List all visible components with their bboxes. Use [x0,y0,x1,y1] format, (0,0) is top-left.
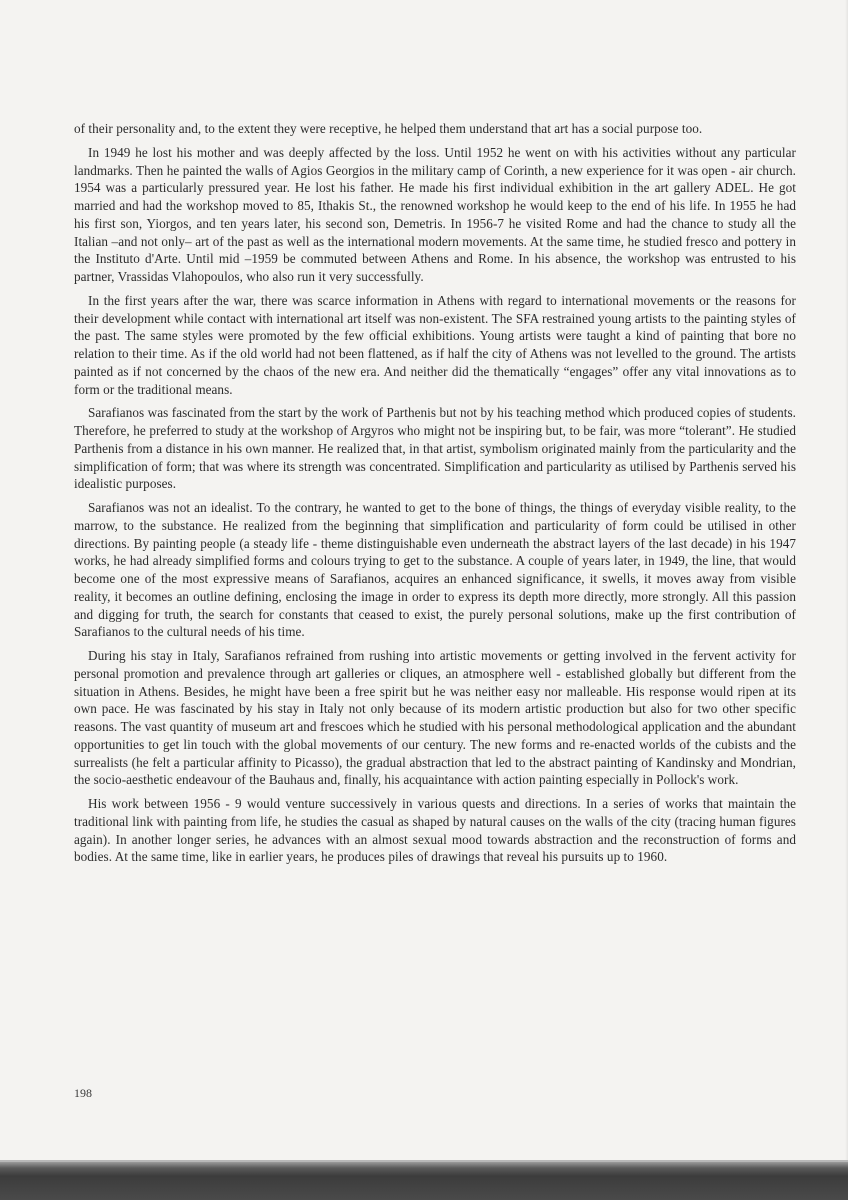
paragraph-continuation: of their personality and, to the extent they were receptive, he helped them understand that art has a social purpose too. [74,121,703,136]
paragraph-work-1956-9: His work between 1956 - 9 would venture successively in various quests and directions. In a series of works that maintain the traditional link with painting from life, he studies the casual as shaped by natural causes on the walls of the city (tracing human figures again). In another longer series, he advances with an almost sexual mood towards abstraction and the reconstruction of forms and bodies. At the same time, like in earlier years, he produces piles of drawings that reveal his pursuits up to 1960. [74,796,796,865]
paragraph-not-idealist: Sarafianos was not an idealist. To the contrary, he wanted to get to the bone of things, the things of everyday visible reality, to the marrow, to the substance. He realized from the beginning that simplification and particularity of form could be utilised in other directions. By painting people (a steady life - theme distinguishable even underneath the abstract layers of the last decade) in his 1947 works, he had already simplified forms and colours trying to get to the substance. A couple of years later, in 1949, the line, that would become one of the most expressive means of Sarafianos, acquires an enhanced significance, it swells, it moves away from visible reality, it becomes an outline defining, enclosing the image in order to express its depth more directly, more strongly. All this passion and digging for truth, the search for constants that ceased to exist, the purely personal solutions, make up the first contribution of Sarafianos to the cultural needs of his time. [74,500,796,640]
paragraph-1949-biography: In 1949 he lost his mother and was deeply affected by the loss. Until 1952 he went on with his activities without any particular landmarks. Then he painted the walls of Agios Georgios in the military camp of Corinth, a new experience for it was open - air church. 1954 was a particularly pressured year. He lost his father. He made his first individual exhibition in the art gallery ADEL. He got married and had the workshop moved to 85, Ithakis St., the renowned workshop he would keep to the end of his life. In 1955 he had his first son, Yiorgos, and ten years later, his second son, Demetris. In 1956-7 he visited Rome and had the chance to study all the Italian –and not only– art of the past as well as the international modern movements. At the same time, he studied fresco and pottery in the Instituto d'Arte. Until mid –1959 be commuted between Athens and Rome. In his absence, the workshop was entrusted to his partner, Vrassidas Vlahopoulos, who also run it very successfully. [74,144,796,284]
scan-bottom-shadow [0,1162,848,1200]
paragraph-parthenis: Sarafianos was fascinated from the start by the work of Parthenis but not by his teaching method which produced copies of students. Therefore, he preferred to study at the workshop of Argyros who might not be inspiring but, to be fair, was more “tolerant”. He studied Parthenis from a distance in his own manner. He realized that, in that artist, symbolism originated mainly from the particularity and the simplification of form; that was where its strength was concentrated. Simplification and particularity as utilised by Parthenis served his idealistic purposes. [74,405,796,492]
paragraph-italy-stay: During his stay in Italy, Sarafianos refrained from rushing into artistic movements or getting involved in the fervent activity for personal promotion and prevalence through art galleries or cliques, an atmosphere well - established globally but different from the situation in Athens. Besides, he might have been a free spirit but he was neither easy nor malleable. His response would ripen at its own pace. He was fascinated by his stay in Italy not only because of its modern artistic production but also for two other specific reasons. The vast quantity of museum art and frescoes which he studied with his personal methodological application and the abundant opportunities to get lin touch with the global movements of our century. The new forms and re-enacted worlds of the cubists and the surrealists (he felt a particular affinity to Picasso), the gradual abstraction that led to the abstract painting of Kandinsky and Mondrian, the socio-aesthetic endeavour of the Bauhaus and, finally, his acquaintance with action painting especially in Pollock's work. [74,648,796,788]
page-number: 198 [74,1086,92,1100]
paragraph-postwar-athens: In the first years after the war, there was scarce information in Athens with regard to international movements or the reasons for their development while contact with international art itself was non-existent. The SFA restrained young artists to the painting styles of the past. The same styles were promoted by the few official exhibitions. Young artists were taught a kind of painting that bore no relation to their time. As if the old world had not been flattened, as if half the city of Athens was not levelled to the ground. The artists painted as if not concerned by the chaos of the new era. And neither did the thematically “engages” offer any vital innovations as to form or the traditional means. [74,292,796,397]
body-text [74,120,796,872]
